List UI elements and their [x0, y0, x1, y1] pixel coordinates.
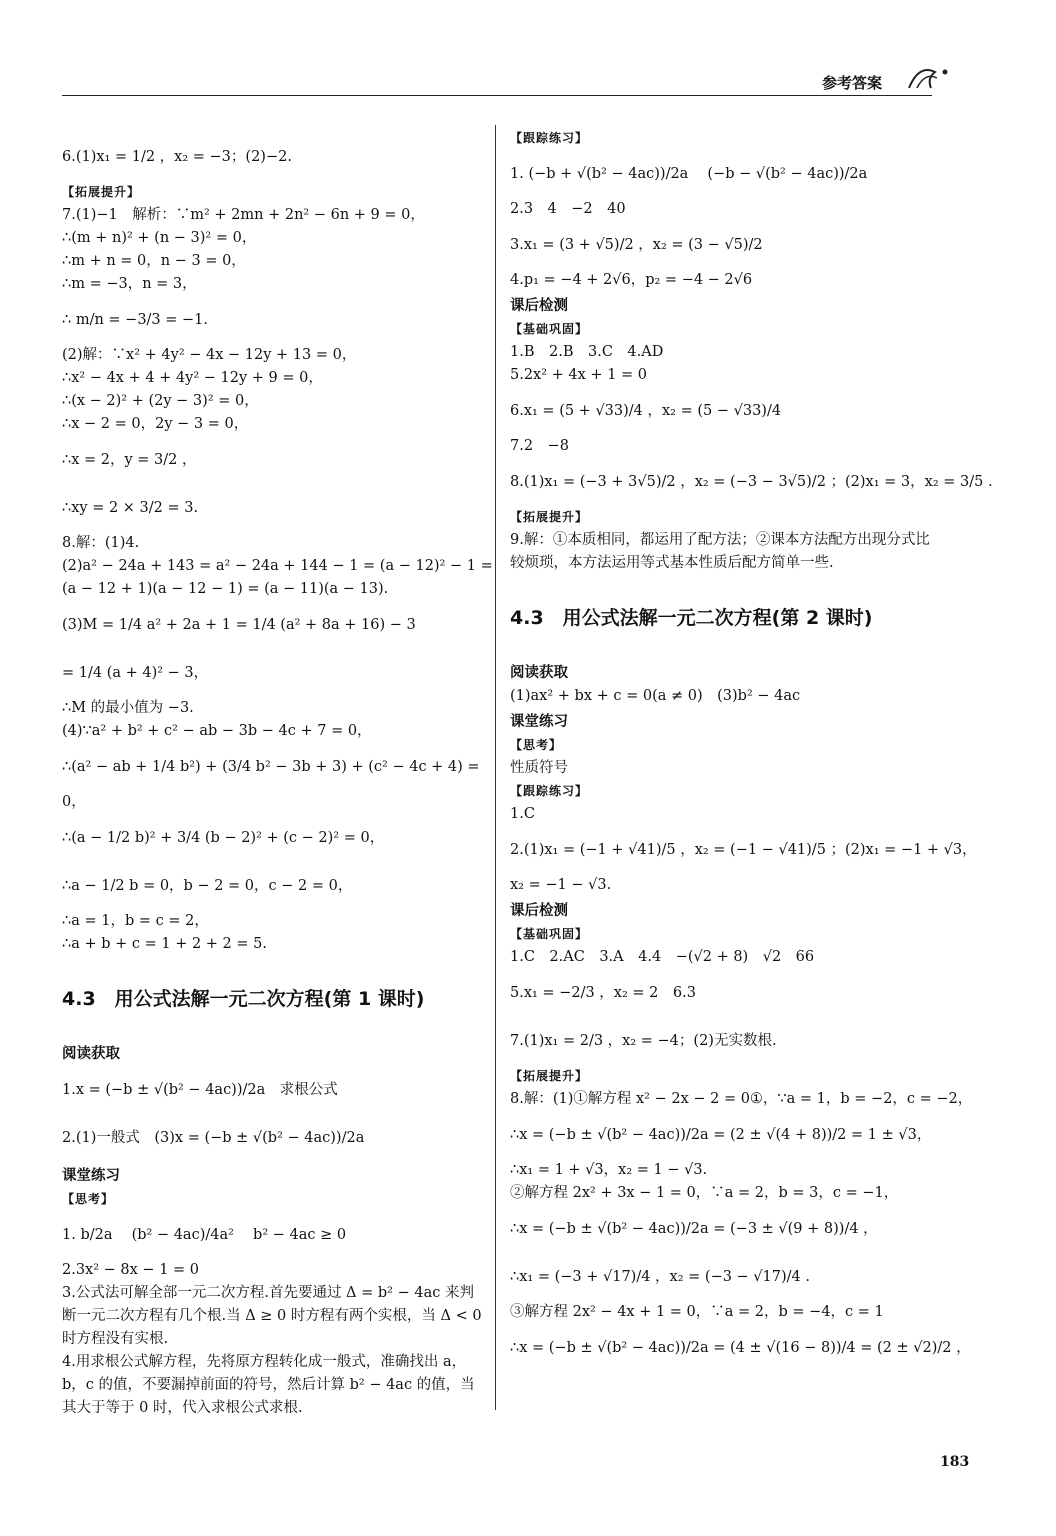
- left-line: 7.(1)−1 解析：∵m² + 2mn + 2n² − 6n + 9 = 0，: [62, 207, 425, 223]
- right-line: 8.解：(1)①解方程 x² − 2x − 2 = 0①，∵a = 1，b = −2，c = −2，: [510, 1091, 973, 1107]
- left-line: 3.公式法可解全部一元二次方程.首先要通过 Δ = b² − 4ac 来判断一元二次方程有几个根.当 Δ ≥ 0 时方程有两个实根，当 Δ < 0 时方程没有实根.: [62, 1285, 482, 1347]
- right-line: ∴x = (−b ± √(b² − 4ac))/2a = (−3 ± √(9 + 8))/4 ，: [510, 1221, 878, 1237]
- left-line: ∴ m/n = −3/3 = −1.: [62, 312, 209, 328]
- right-line: ③解方程 2x² − 4x + 1 = 0，∵a = 2，b = −4，c = 1: [510, 1304, 884, 1320]
- left-line: ∴xy = 2 × 3/2 = 3.: [62, 500, 199, 516]
- right-line: 4.3 用公式法解一元二次方程(第 2 课时): [510, 607, 873, 629]
- left-line: 阅读获取: [62, 1046, 120, 1062]
- right-line: 8.(1)x₁ = (−3 + 3√5)/2 ，x₂ = (−3 − 3√5)/2 ；(2)x₁ = 3，x₂ = 3/5 .: [510, 474, 993, 490]
- left-line: 6.(1)x₁ = 1/2 ，x₂ = −3；(2)−2.: [62, 149, 292, 165]
- right-line: 【跟踪练习】: [510, 131, 589, 145]
- left-line: 1.x = (−b ± √(b² − 4ac))/2a 求根公式: [62, 1082, 338, 1098]
- right-line: x₂ = −1 − √3.: [510, 877, 612, 893]
- right-line: 4.p₁ = −4 + 2√6，p₂ = −4 − 2√6: [510, 272, 753, 288]
- left-line: (4)∵a² + b² + c² − ab − 3b − 4c + 7 = 0，: [62, 723, 372, 739]
- right-line: 【基础巩固】: [510, 927, 589, 941]
- right-line: 【拓展提升】: [510, 1069, 589, 1083]
- left-line: ∴a = 1，b = c = 2，: [62, 913, 209, 929]
- left-line: (3)M = 1/4 a² + 2a + 1 = 1/4 (a² + 8a + 16) − 3: [62, 617, 416, 633]
- left-line: ∴(m + n)² + (n − 3)² = 0，: [62, 230, 257, 246]
- right-line: 6.x₁ = (5 + √33)/4 ，x₂ = (5 − √33)/4: [510, 403, 782, 419]
- left-line: ∴m + n = 0，n − 3 = 0，: [62, 253, 246, 269]
- right-line: ②解方程 2x² + 3x − 1 = 0，∵a = 2，b = 3，c = −1，: [510, 1185, 899, 1201]
- right-line: 2.(1)x₁ = (−1 + √41)/5 ，x₂ = (−1 − √41)/5 ；(2)x₁ = −1 + √3，: [510, 842, 977, 858]
- column-divider: [495, 125, 496, 1410]
- decorative-swirl-icon: [905, 58, 955, 98]
- left-line: 2.3x² − 8x − 1 = 0: [62, 1262, 200, 1278]
- left-line: ∴a + b + c = 1 + 2 + 2 = 5.: [62, 936, 267, 952]
- right-line: 阅读获取: [510, 665, 568, 681]
- left-line: 【拓展提升】: [62, 185, 141, 199]
- left-line: 2.(1)一般式 (3)x = (−b ± √(b² − 4ac))/2a: [62, 1130, 365, 1146]
- right-line: ∴x = (−b ± √(b² − 4ac))/2a = (2 ± √(4 + 8))/2 = 1 ± √3，: [510, 1127, 932, 1143]
- right-line: 3.x₁ = (3 + √5)/2 ，x₂ = (3 − √5)/2: [510, 237, 763, 253]
- right-line: (1)ax² + bx + c = 0(a ≠ 0) (3)b² − 4ac: [510, 688, 801, 704]
- header-title: 参考答案: [822, 74, 883, 92]
- left-line: ∴(a − 1/2 b)² + 3/4 (b − 2)² + (c − 2)² = 0，: [62, 830, 385, 846]
- left-line: = 1/4 (a + 4)² − 3，: [62, 665, 209, 681]
- left-line: ∴x − 2 = 0，2y − 3 = 0，: [62, 416, 249, 432]
- right-line: 【跟踪练习】: [510, 784, 589, 798]
- right-line: 2.3 4 −2 40: [510, 201, 626, 217]
- right-line: 课后检测: [510, 298, 568, 314]
- right-line: 7.(1)x₁ = 2/3 ，x₂ = −4；(2)无实数根.: [510, 1033, 777, 1049]
- left-line: 4.用求根公式解方程，先将原方程转化成一般式，准确找出 a，b，c 的值，不要漏掉前面的符号，然后计算 b² − 4ac 的值，当其大于等于 0 时，代入求根公式求根.: [62, 1354, 475, 1416]
- page-number: 183: [940, 1454, 970, 1470]
- right-line: 【思考】: [510, 738, 563, 752]
- left-line: 1. b/2a (b² − 4ac)/4a² b² − 4ac ≥ 0: [62, 1227, 347, 1243]
- right-line: 课后检测: [510, 903, 568, 919]
- left-line: (a − 12 + 1)(a − 12 − 1) = (a − 11)(a − 13).: [62, 581, 389, 597]
- right-line: 【拓展提升】: [510, 510, 589, 524]
- left-line: ∴(x − 2)² + (2y − 3)² = 0，: [62, 393, 259, 409]
- right-line: 5.x₁ = −2/3 ，x₂ = 2 6.3: [510, 985, 696, 1001]
- right-line: 7.2 −8: [510, 438, 569, 454]
- right-line: 1.C 2.AC 3.A 4.4 −(√2 + 8) √2 66: [510, 949, 815, 965]
- right-line: 【基础巩固】: [510, 322, 589, 336]
- right-line: 5.2x² + 4x + 1 = 0: [510, 367, 648, 383]
- right-line: 课堂练习: [510, 714, 568, 730]
- right-line: 1. (−b + √(b² − 4ac))/2a (−b − √(b² − 4ac))/2a: [510, 166, 868, 182]
- right-line: ∴x = (−b ± √(b² − 4ac))/2a = (4 ± √(16 − 8))/4 = (2 ± √2)/2 ，: [510, 1340, 971, 1356]
- left-line: ∴a − 1/2 b = 0，b − 2 = 0，c − 2 = 0，: [62, 878, 353, 894]
- left-column: [62, 133, 493, 1420]
- left-line: 4.3 用公式法解一元二次方程(第 1 课时): [62, 988, 425, 1010]
- right-line: ∴x₁ = 1 + √3，x₂ = 1 − √3.: [510, 1162, 708, 1178]
- header-rule: [62, 95, 932, 96]
- right-column: [510, 127, 993, 1372]
- left-line: ∴x = 2，y = 3/2 ，: [62, 452, 197, 468]
- right-line: 9.解：①本质相同，都运用了配方法；②课本方法配方出现分式比较烦琐，本方法运用等式基本性质后配方简单一些.: [510, 532, 930, 571]
- left-line: (2)a² − 24a + 143 = a² − 24a + 144 − 1 = (a − 12)² − 1 =: [62, 558, 493, 574]
- left-line: 课堂练习: [62, 1168, 120, 1184]
- left-line: ∴m = −3，n = 3，: [62, 276, 197, 292]
- right-line: ∴x₁ = (−3 + √17)/4 ，x₂ = (−3 − √17)/4 .: [510, 1269, 810, 1285]
- left-line: ∴(a² − ab + 1/4 b²) + (3/4 b² − 3b + 3) + (c² − 4c + 4) =: [62, 759, 480, 775]
- left-line: ∴M 的最小值为 −3.: [62, 700, 194, 716]
- left-line: 0，: [62, 794, 86, 810]
- right-line: 1.B 2.B 3.C 4.AD: [510, 344, 664, 360]
- right-line: 1.C: [510, 806, 535, 822]
- left-line: ∴x² − 4x + 4 + 4y² − 12y + 9 = 0，: [62, 370, 323, 386]
- left-line: (2)解：∵x² + 4y² − 4x − 12y + 13 = 0，: [62, 347, 357, 363]
- left-line: 【思考】: [62, 1192, 115, 1206]
- left-line: 8.解：(1)4.: [62, 535, 140, 551]
- right-line: 性质符号: [510, 760, 568, 776]
